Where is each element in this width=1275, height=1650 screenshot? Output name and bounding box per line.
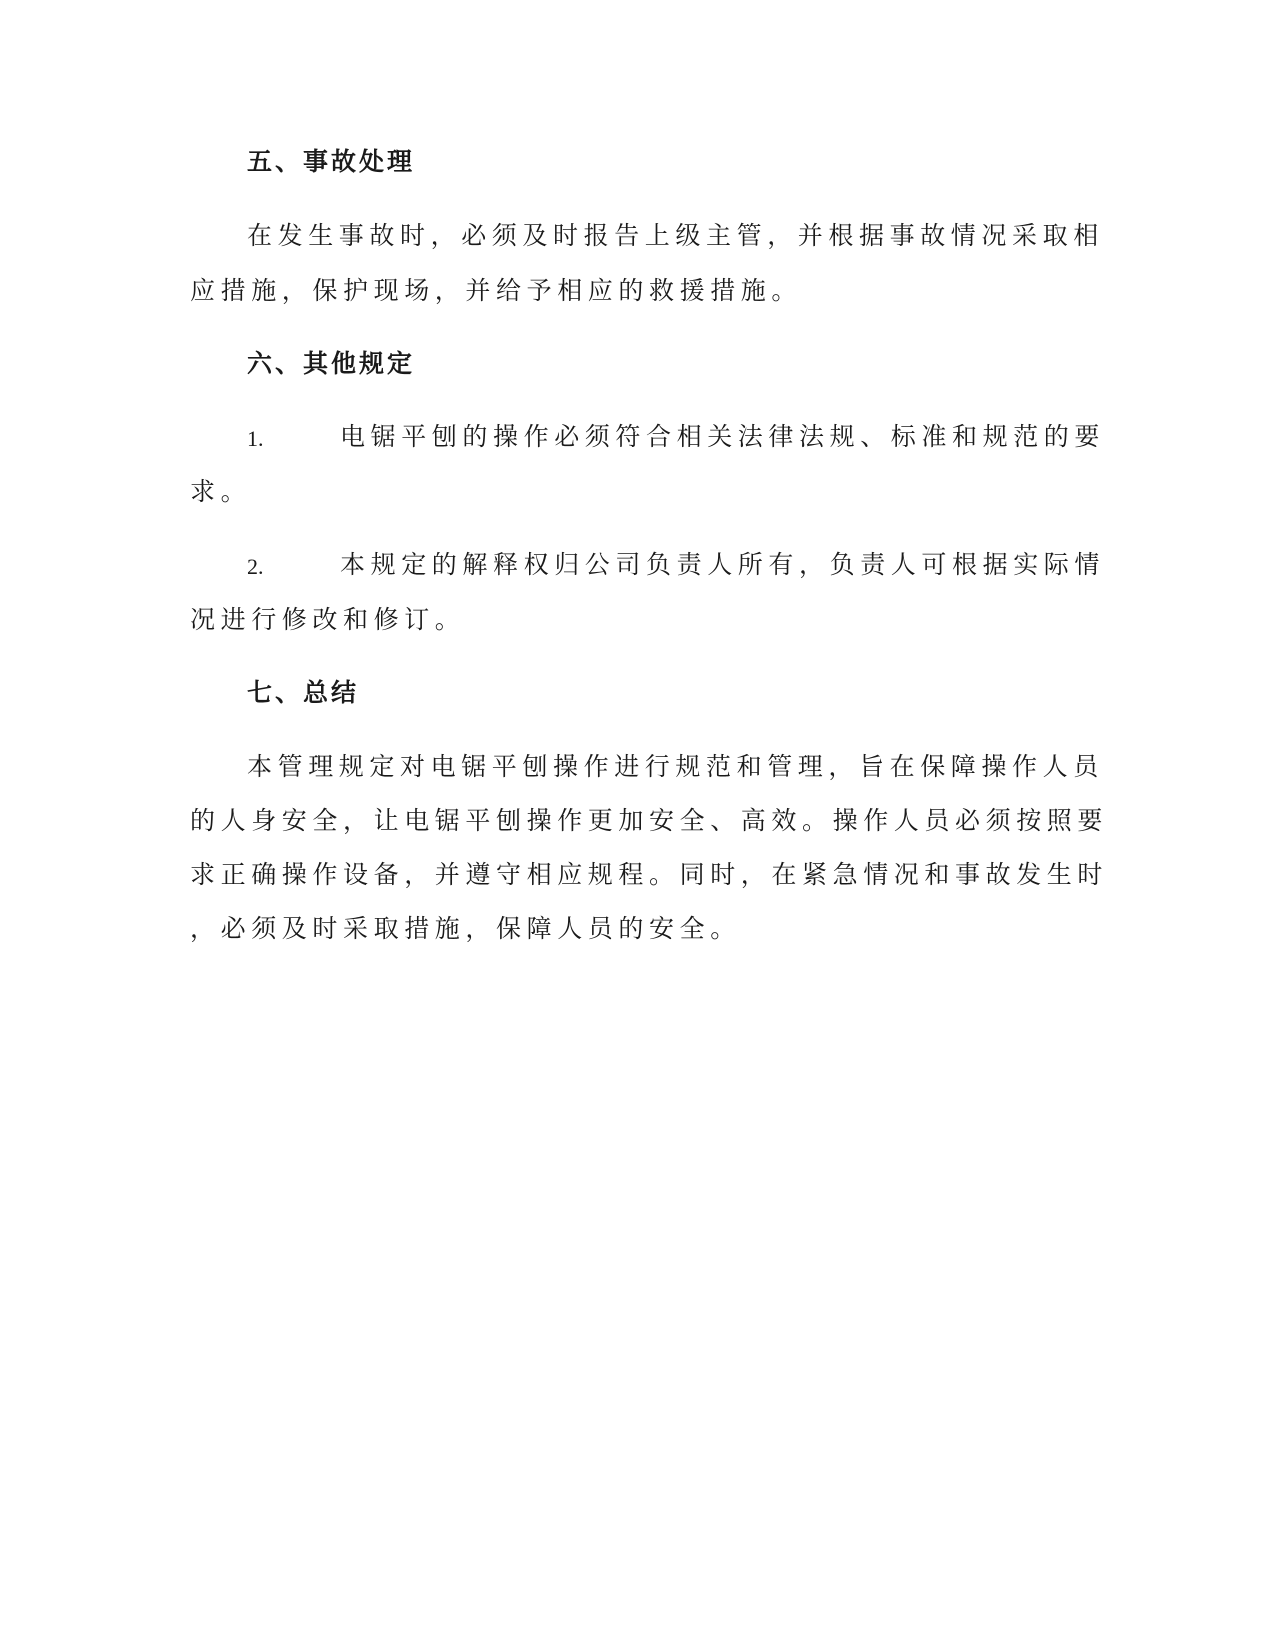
- section-5-line-2: 应措施，保护现场，并给予相应的救援措施。: [190, 276, 803, 305]
- section-7-line-1: 本管理规定对电锯平刨操作进行规范和管理，旨在保障操作人员: [247, 752, 1104, 781]
- section-5-heading: 五、事故处理: [247, 147, 416, 176]
- section-7-line-4: ，必须及时采取措施，保障人员的安全。: [190, 914, 741, 943]
- item-1-line-1: 电锯平刨的操作必须符合相关法律法规、标准和规范的要: [340, 422, 1106, 451]
- item-2-line-1: 本规定的解释权归公司负责人所有，负责人可根据实际情: [340, 550, 1106, 579]
- section-7-line-2: 的人身安全，让电锯平刨操作更加安全、高效。操作人员必须按照要: [190, 806, 1109, 835]
- section-7-heading: 七、总结: [247, 678, 360, 707]
- item-2-number: 2.: [247, 554, 264, 579]
- item-1-number: 1.: [247, 426, 264, 451]
- item-1-line-2: 求。: [190, 477, 252, 506]
- item-2-line-2: 况进行修改和修订。: [190, 605, 466, 634]
- section-7-line-3: 求正确操作设备，并遵守相应规程。同时，在紧急情况和事故发生时: [190, 860, 1109, 889]
- section-5-line-1: 在发生事故时，必须及时报告上级主管，并根据事故情况采取相: [247, 221, 1104, 250]
- section-6-heading: 六、其他规定: [247, 349, 416, 378]
